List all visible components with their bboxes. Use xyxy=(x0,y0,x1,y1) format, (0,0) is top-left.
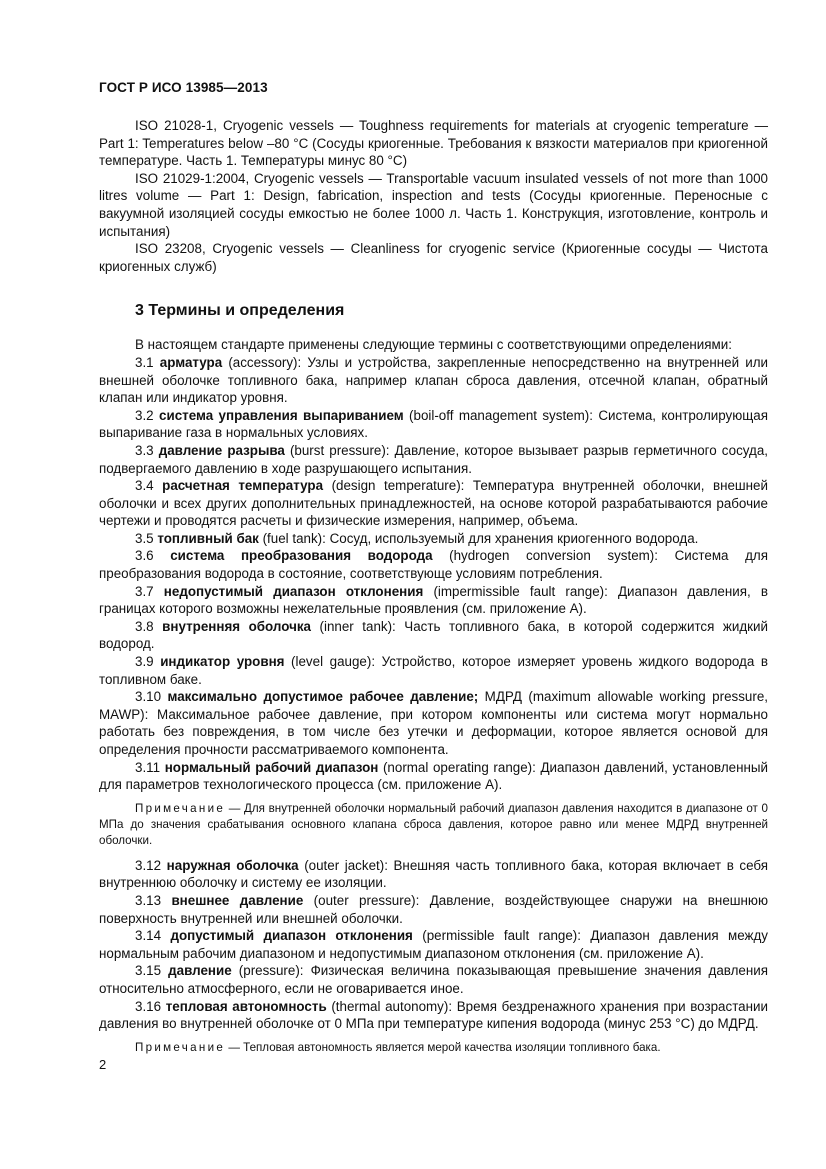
term-number: 3.15 xyxy=(135,963,162,979)
term-name: давление xyxy=(168,963,232,979)
term-number: 3.9 xyxy=(135,654,154,670)
terms-list xyxy=(99,857,768,1033)
term-definition xyxy=(99,442,768,477)
note-label: Примечание xyxy=(135,1040,226,1054)
note-text: — Тепловая автономность является мерой качества изоляции топливного бака. xyxy=(225,1040,661,1054)
term-definition xyxy=(99,477,768,530)
term-text: (normal operating range): Диапазон давлений, установленный для параметров технологического процесса (см. приложение А). xyxy=(99,759,768,793)
term-number: 3.11 xyxy=(135,759,161,775)
term-number: 3.14 xyxy=(135,928,162,944)
term-number: 3.4 xyxy=(135,478,154,494)
term-definition xyxy=(99,354,768,407)
term-number: 3.6 xyxy=(135,548,154,564)
term-name: максимально допустимое рабочее давление; xyxy=(167,689,479,705)
term-name: наружная оболочка xyxy=(166,857,299,873)
term-number: 3.13 xyxy=(135,892,162,908)
term-number: 3.12 xyxy=(135,857,162,873)
term-definition xyxy=(99,892,768,927)
term-definition xyxy=(99,530,768,548)
term-number: 3.7 xyxy=(135,583,154,599)
term-definition xyxy=(99,618,768,653)
term-text: (impermissible fault range): Диапазон давления, в границах которого возможны нежелательные проявления (см. приложение А). xyxy=(99,583,768,617)
term-definition xyxy=(99,688,768,758)
term-name: внешнее давление xyxy=(171,892,304,908)
term-text: (fuel tank): Сосуд, используемый для хранения криогенного водорода. xyxy=(258,530,699,546)
term-text: (hydrogen conversion system): Система для преобразования водорода в состояние, соответствующе условиям потребления. xyxy=(99,548,768,582)
term-number: 3.2 xyxy=(135,407,154,423)
term-name: арматура xyxy=(159,354,223,370)
term-name: внутренняя оболочка xyxy=(162,618,311,634)
term-number: 3.1 xyxy=(135,354,154,370)
term-definition xyxy=(99,547,768,582)
term-definition xyxy=(99,407,768,442)
term-definition xyxy=(99,653,768,688)
term-definition xyxy=(99,962,768,997)
page-number: 2 xyxy=(99,1057,107,1072)
term-definition xyxy=(99,927,768,962)
section-intro: В настоящем стандарте применены следующие термины с соответствующими определениями: xyxy=(135,337,732,353)
note xyxy=(99,1040,768,1056)
term-text: (pressure): Физическая величина показывающая превышение значения давления относительно атмосферного, если не оговаривается иное. xyxy=(99,963,768,996)
term-text: (design temperature): Температура внутренней оболочки, внешней оболочки и всех других дополнительных принадлежностей, на основе которой разрабатываются рабочие чертежи и проводятся расчеты и физические измерения, например, объема. xyxy=(99,478,768,529)
note-text: — Для внутренней оболочки нормальный рабочий диапазон давления находится в диапазоне от 0 МПа до значения срабатывания основного клапана сброса давления, которое равно или менее МДРД внутренней оболочки. xyxy=(99,801,768,847)
term-number: 3.3 xyxy=(135,442,154,458)
term-text: (level gauge): Устройство, которое измеряет уровень жидкого водорода в топливном баке. xyxy=(99,654,768,687)
term-text: (outer jacket): Внешняя часть топливного бака, которая включает в себя внутреннюю оболочку и систему ее изоляции. xyxy=(99,857,769,891)
term-text: МДРД (maximum allowable working pressure, MAWP): Максимальное рабочее давление, при котором компоненты или система могут нормально работать без повреждения, в том числе без утечки и деформации, которое является основой для определения прочности рассматриваемого компонента. xyxy=(99,689,768,757)
reference-item: ISO 23208, Cryogenic vessels — Cleanliness for cryogenic service (Криогенные сосуды — Чистота криогенных служб) xyxy=(99,241,768,274)
term-definition xyxy=(99,759,768,794)
term-text: (boil-off management system): Система, контролирующая выпаривание газа в нормальных условиях. xyxy=(99,407,768,441)
term-name: нормальный рабочий диапазон xyxy=(164,759,379,775)
term-name: тепловая автономность xyxy=(165,998,327,1014)
term-name: индикатор уровня xyxy=(160,654,285,670)
section-title: 3 Термины и определения xyxy=(135,302,345,320)
term-text: (permissible fault range): Диапазон давления между нормальным рабочим диапазоном и недопустимым диапазоном отклонения (см. приложение А). xyxy=(99,928,768,961)
page-content xyxy=(99,117,768,1064)
term-name: расчетная температура xyxy=(162,478,324,494)
term-name: давление разрыва xyxy=(158,442,285,458)
term-name: допустимый диапазон отклонения xyxy=(170,928,413,944)
term-name: недопустимый диапазон отклонения xyxy=(163,583,424,599)
term-text: (thermal autonomy): Время бездренажного хранения при возрастании давления во внутренней оболочке от 0 МПа при температуре кипения водорода (минус 253 °С) до МДРД. xyxy=(99,998,768,1032)
reference-item: ISO 21029-1:2004, Cryogenic vessels — Transportable vacuum insulated vessels of not more than 1000 litres volume — Part 1: Design, fabrication, inspection and tests (Сосуды криогенные. Переносные с вакуумной изоляцией сосуды емкостью не более 1000 л. Часть 1. Конструкция, изготовление, контроль и испытания) xyxy=(99,170,768,239)
term-number: 3.10 xyxy=(135,689,162,705)
term-text: (accessory): Узлы и устройства, закрепленные непосредственно на внутренней или внешней оболочке топливного бака, например клапан сброса давления, отсечной клапан, обратный клапан или индикатор уровня. xyxy=(99,354,768,406)
document-header: ГОСТ Р ИСО 13985—2013 xyxy=(99,80,268,95)
term-name: система преобразования водорода xyxy=(170,548,433,564)
term-name: система управления выпариванием xyxy=(159,407,404,423)
terms-list xyxy=(99,354,768,794)
note-label: Примечание xyxy=(135,801,226,815)
reference-item: ISO 21028-1, Cryogenic vessels — Toughness requirements for materials at cryogenic temperature — Part 1: Temperatures below –80 °C (Сосуды криогенные. Требования к вязкости материалов при криогенной температуре. Часть 1. Температуры минус 80 °С) xyxy=(99,118,768,169)
note xyxy=(99,801,768,849)
references-list xyxy=(99,117,768,275)
term-text: (inner tank): Часть топливного бака, в которой содержится жидкий водород. xyxy=(99,618,768,652)
term-number: 3.16 xyxy=(135,998,162,1014)
term-text: (burst pressure): Давление, которое вызывает разрыв герметичного сосуда, подвергаемого давлению в ходе разрушающего испытания. xyxy=(99,442,768,476)
term-definition xyxy=(99,857,768,892)
term-definition xyxy=(99,998,768,1033)
term-number: 3.8 xyxy=(135,618,154,634)
term-definition xyxy=(99,583,768,618)
term-text: (outer pressure): Давление, воздействующее снаружи на внешнюю поверхность внутренней или внешней оболочки. xyxy=(99,892,768,926)
term-name: топливный бак xyxy=(157,530,259,546)
term-number: 3.5 xyxy=(135,530,154,546)
